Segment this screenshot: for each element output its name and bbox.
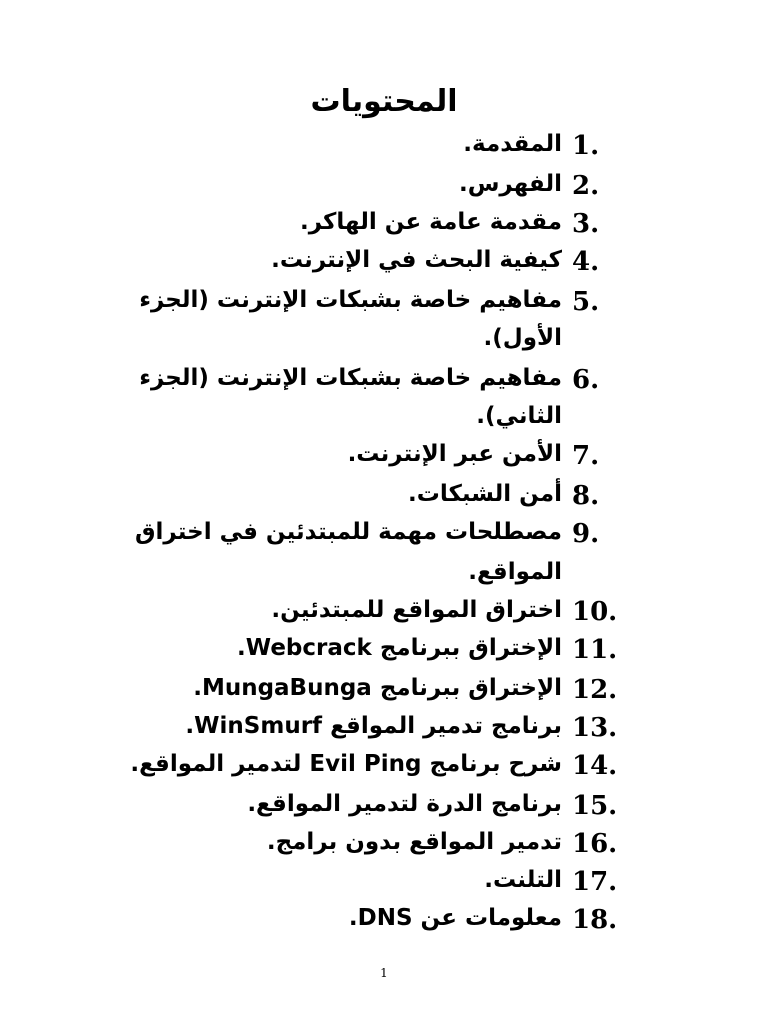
toc-entry-15 xyxy=(0,784,768,824)
toc-title: المحتويات xyxy=(310,84,458,119)
toc-entry-8 xyxy=(0,474,768,514)
entry-number: 14. xyxy=(572,751,618,781)
entry-number: 8. xyxy=(572,481,600,511)
toc-entry-3 xyxy=(0,202,768,242)
entry-number: 4. xyxy=(572,247,600,277)
toc-entry-1 xyxy=(0,124,768,164)
toc-entry-6-continued xyxy=(0,396,768,436)
entry-title: المقدمة. xyxy=(463,131,562,157)
toc-entry-14 xyxy=(0,744,768,784)
entry-title: مصطلحات مهمة للمبتدئين في اختراق xyxy=(134,519,562,545)
entry-number: 2. xyxy=(572,171,600,201)
toc-entry-7 xyxy=(0,434,768,474)
entry-title: شرح برنامج Evil Ping لتدمير المواقع. xyxy=(130,751,562,777)
entry-title: التلنت. xyxy=(484,867,562,893)
toc-entry-16 xyxy=(0,822,768,862)
entry-title: مفاهيم خاصة بشبكات الإنترنت (الجزء xyxy=(139,365,562,391)
entry-title: مفاهيم خاصة بشبكات الإنترنت (الجزء xyxy=(139,287,562,313)
entry-title: الإختراق ببرنامج MungaBunga. xyxy=(193,675,562,701)
entry-title: الأمن عبر الإنترنت. xyxy=(347,441,562,467)
entry-number: 12. xyxy=(572,675,618,705)
entry-number: 16. xyxy=(572,829,618,859)
entry-title: معلومات عن DNS. xyxy=(348,905,562,931)
entry-number: 6. xyxy=(572,365,600,395)
entry-number: 1. xyxy=(572,131,600,161)
entry-title: اختراق المواقع للمبتدئين. xyxy=(271,597,562,623)
toc-entry-11 xyxy=(0,628,768,668)
entry-number: 7. xyxy=(572,441,600,471)
toc-entry-13 xyxy=(0,706,768,746)
entry-title-continuation: المواقع. xyxy=(468,559,562,585)
entry-title: كيفية البحث في الإنترنت. xyxy=(271,247,562,273)
toc-entry-17 xyxy=(0,860,768,900)
toc-entry-9 xyxy=(0,512,768,552)
entry-title-continuation: الثاني). xyxy=(476,403,562,429)
entry-number: 18. xyxy=(572,905,618,935)
toc-entry-5 xyxy=(0,280,768,320)
toc-entry-6 xyxy=(0,358,768,398)
entry-title: الإختراق ببرنامج Webcrack. xyxy=(237,635,562,661)
toc-entry-10 xyxy=(0,590,768,630)
entry-number: 17. xyxy=(572,867,618,897)
entry-title: برنامج الدرة لتدمير المواقع. xyxy=(247,791,562,817)
entry-number: 5. xyxy=(572,287,600,317)
entry-title: أمن الشبكات. xyxy=(407,481,562,507)
toc-entry-12 xyxy=(0,668,768,708)
table-of-contents xyxy=(0,124,768,944)
entry-title-continuation: الأول). xyxy=(483,325,562,351)
entry-number: 9. xyxy=(572,519,600,549)
entry-title: مقدمة عامة عن الهاكر. xyxy=(300,209,562,235)
entry-title: تدمير المواقع بدون برامج. xyxy=(266,829,562,855)
toc-entry-5-continued xyxy=(0,318,768,358)
toc-entry-9-continued xyxy=(0,552,768,592)
toc-entry-4 xyxy=(0,240,768,280)
entry-number: 11. xyxy=(572,635,618,665)
toc-entry-2 xyxy=(0,164,768,204)
entry-number: 15. xyxy=(572,791,618,821)
entry-title: الفهرس. xyxy=(458,171,562,197)
entry-number: 10. xyxy=(572,597,618,627)
toc-entry-18 xyxy=(0,898,768,938)
page-number: 1 xyxy=(380,966,388,980)
entry-number: 13. xyxy=(572,713,618,743)
entry-number: 3. xyxy=(572,209,600,239)
entry-title: برنامج تدمير المواقع WinSmurf. xyxy=(185,713,562,739)
